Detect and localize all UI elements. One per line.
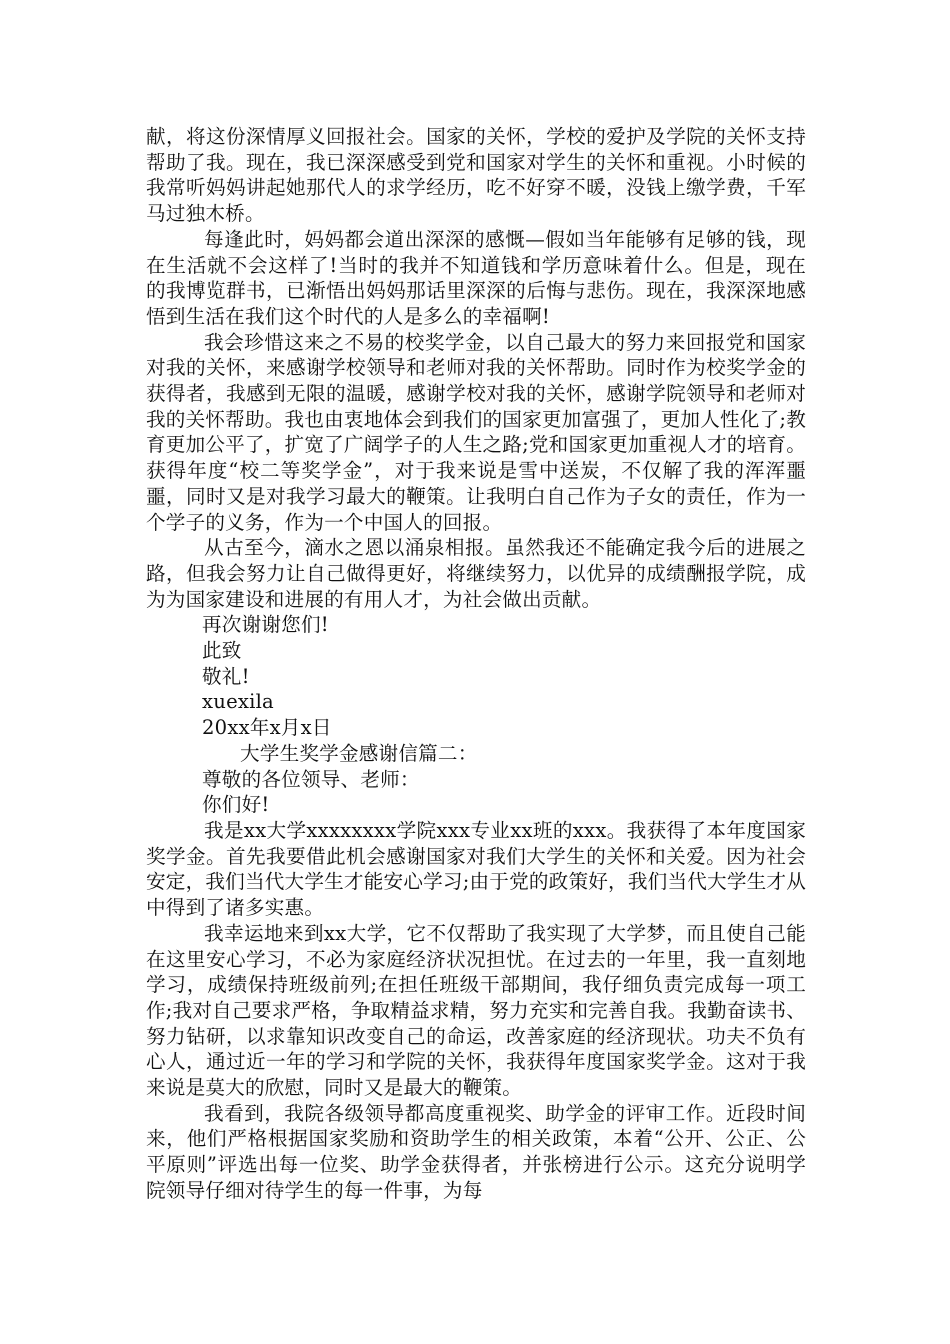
paragraph-3: 我会珍惜这来之不易的校奖学金，以自己最大的努力来回报党和国家对我的关怀，来感谢学校领导和老师对我的关怀帮助。同时作为校奖学金的获得者，我感到无限的温暖，感谢学校对我的关怀，感谢学院领导和老师对我的关怀帮助。我也由衷地体会到我们的国家更加富强了，更加人性化了;教育更加公平了，扩宽了广阔学子的人生之路;党和国家更加重视人才的培育。获得年度“校二等奖学金”，对于我来说是雪中送炭，不仅解了我的浑浑噩噩，同时又是对我学习最大的鞭策。让我明白自己作为子女的责任，作为一个学子的义务，作为一个中国人的回报。 bbox=[146, 330, 806, 534]
signature: xuexila bbox=[202, 690, 274, 714]
salutation: 尊敬的各位领导、老师： bbox=[202, 767, 420, 791]
closing-line: 此致 bbox=[202, 639, 242, 663]
paragraph-6: 我幸运地来到xx大学，它不仅帮助了我实现了大学梦，而且使自己能在这里安心学习，不必为家庭经济状况担忧。在过去的一年里，我一直刻地学习，成绩保持班级前列;在担任班级干部期间，我仔细负责完成每一项工作;我对自己要求严格，争取精益求精，努力充实和完善自我。我勤奋读书、努力钻研，以求靠知识改变自己的命运，改善家庭的经济现状。功夫不负有心人，通过近一年的学习和学院的关怀，我获得年度国家奖学金。这对于我来说是莫大的欣慰，同时又是最大的鞭策。 bbox=[146, 921, 806, 1100]
thanks-line: 再次谢谢您们! bbox=[202, 613, 329, 637]
paragraph-2: 每逢此时，妈妈都会道出深深的感慨—假如当年能够有足够的钱，现在生活就不会这样了!当时的我并不知道钱和学历意味着什么。但是，现在的我博览群书，已渐悟出妈妈那话里深深的后悔与悲伤。现在，我深深地感悟到生活在我们这个时代的人是多么的幸福啊! bbox=[146, 227, 806, 328]
salute-line: 敬礼! bbox=[202, 664, 250, 688]
date-line: 20xx年x月x日 bbox=[202, 716, 332, 740]
letter-body bbox=[146, 124, 806, 1204]
paragraph-7: 我看到，我院各级领导都高度重视奖、助学金的评审工作。近段时间来，他们严格根据国家奖励和资助学生的相关政策，本着“公开、公正、公平原则”评选出每一位奖、助学金获得者，并张榜进行公示。这充分说明学院领导仔细对待学生的每一件事，为每 bbox=[146, 1101, 806, 1202]
paragraph-5: 我是xx大学xxxxxxxx学院xxx专业xx班的xxx。我获得了本年度国家奖学金。首先我要借此机会感谢国家对我们大学生的关怀和关爱。因为社会安定，我们当代大学生才能安心学习;由于党的政策好，我们当代大学生才从中得到了诸多实惠。 bbox=[146, 818, 806, 920]
paragraph-4: 从古至今，滴水之恩以涌泉相报。虽然我还不能确定我今后的进展之路，但我会努力让自己做得更好，将继续努力，以优异的成绩酬报学院，成为为国家建设和进展的有用人才，为社会做出贡献。 bbox=[146, 536, 806, 611]
greeting: 你们好! bbox=[202, 793, 270, 817]
section-title: 大学生奖学金感谢信篇二： bbox=[240, 741, 478, 765]
paragraph-1: 献，将这份深情厚义回报社会。国家的关怀，学校的爱护及学院的关怀支持帮助了我。现在，我已深深感受到党和国家对学生的关怀和重视。小时候的我常听妈妈讲起她那代人的求学经历，吃不好穿不暖，没钱上缴学费，千军马过独木桥。 bbox=[146, 125, 806, 226]
